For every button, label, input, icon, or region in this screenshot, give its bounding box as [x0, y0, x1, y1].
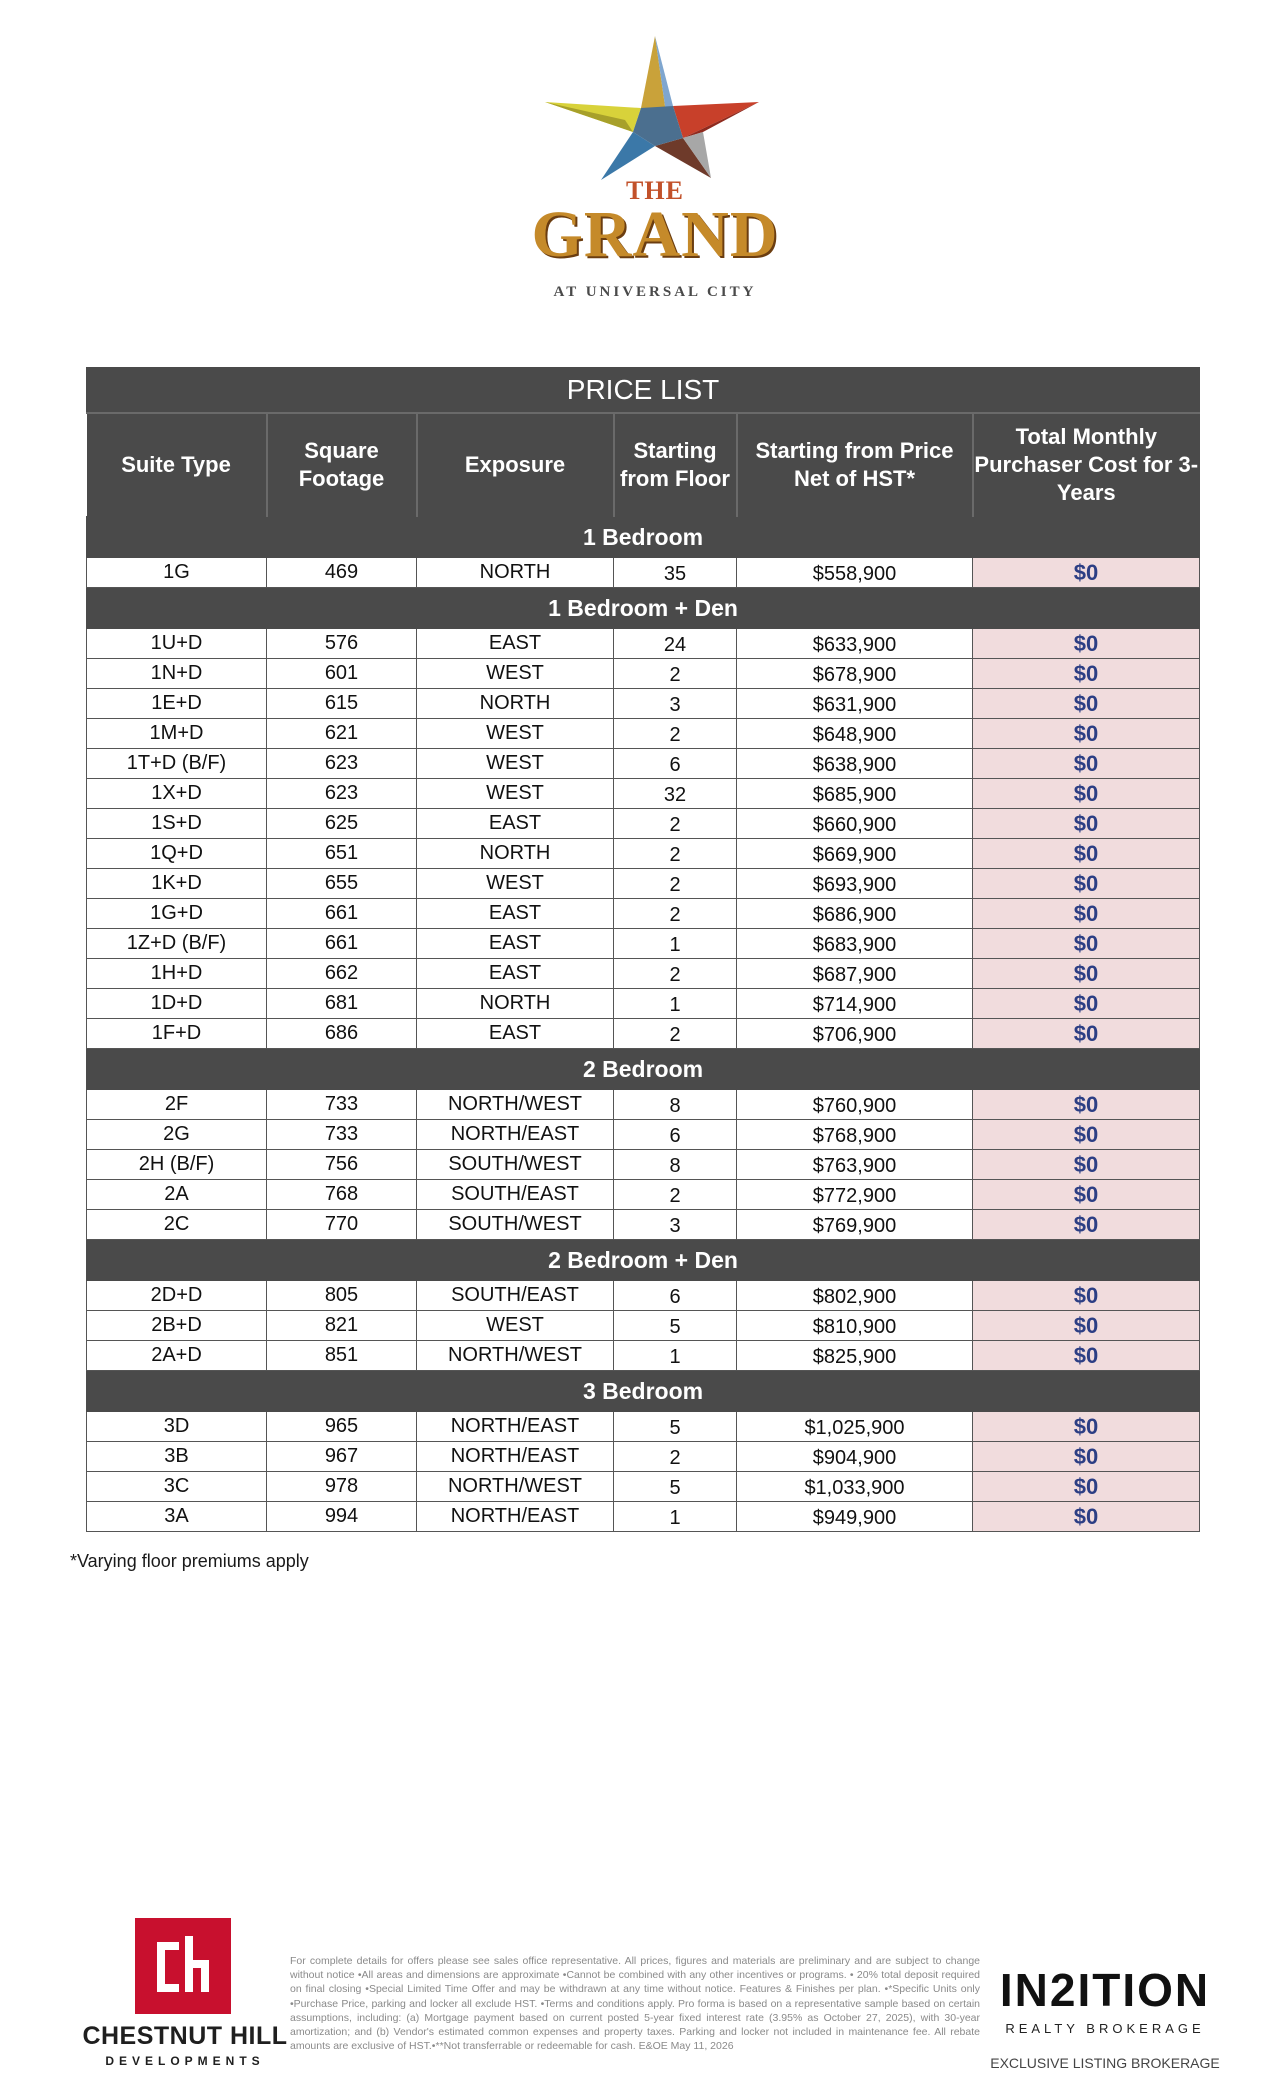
- monthly-cost-cell: $0: [973, 1281, 1200, 1311]
- section-header-row: [87, 517, 1200, 558]
- exposure-cell: EAST: [417, 1019, 614, 1049]
- exposure-cell: NORTH/EAST: [417, 1442, 614, 1472]
- header-starting-floor: Starting from Floor: [614, 413, 737, 517]
- square-footage-cell: 805: [267, 1281, 417, 1311]
- square-footage-cell: 978: [267, 1472, 417, 1502]
- suite-type-cell: 1K+D: [87, 869, 267, 899]
- price-cell: $763,900: [737, 1150, 973, 1180]
- table-row: [87, 1341, 1200, 1371]
- square-footage-cell: 965: [267, 1412, 417, 1442]
- table-row: [87, 749, 1200, 779]
- table-row: [87, 899, 1200, 929]
- section-header-row: [87, 588, 1200, 629]
- square-footage-cell: 967: [267, 1442, 417, 1472]
- square-footage-cell: 821: [267, 1311, 417, 1341]
- price-cell: $638,900: [737, 749, 973, 779]
- floor-cell: 2: [614, 1442, 737, 1472]
- monthly-cost-cell: $0: [973, 1341, 1200, 1371]
- table-row: [87, 1019, 1200, 1049]
- floor-cell: 2: [614, 869, 737, 899]
- chestnut-hill-mark-icon: [135, 1918, 231, 2014]
- monthly-cost-cell: $0: [973, 989, 1200, 1019]
- legal-disclaimer: For complete details for offers please see sales office representative. All prices, figures and materials are preliminary and are subject to change without notice •All areas and dimensions are approximate •Cannot be combined with any other incentives or programs. • 20% total deposit required on final closing •Special Limited Time Offer and may be withdrawn at any time without notice. Features & Finishes per plan. •*Specific Units only •Purchase Price, parking and locker all exclude HST. •Terms and conditions apply. Pro forma is based on a representative sample based on certain assumptions, including: (a) Mortgage payment based on current posted 5-year fixed interest rate (3.95% as October 27, 2025), with 30-year amortization; and (b) Vendor's estimated common expenses and property taxes. Parking and locker not included in maintenance fee. All rebate amounts are exclusive of HST.•**Not transferrable or redeemable for cash. E&OE May 11, 2026: [290, 1955, 980, 2053]
- price-list-table: [86, 367, 1200, 1532]
- table-row: [87, 1150, 1200, 1180]
- price-cell: $1,025,900: [737, 1412, 973, 1442]
- section-title: 1 Bedroom: [87, 517, 1200, 558]
- exposure-cell: EAST: [417, 959, 614, 989]
- square-footage-cell: 768: [267, 1180, 417, 1210]
- price-cell: $706,900: [737, 1019, 973, 1049]
- table-row: [87, 629, 1200, 659]
- monthly-cost-cell: $0: [973, 1311, 1200, 1341]
- suite-type-cell: 3D: [87, 1412, 267, 1442]
- floor-cell: 6: [614, 749, 737, 779]
- square-footage-cell: 733: [267, 1120, 417, 1150]
- floor-cell: 6: [614, 1281, 737, 1311]
- price-cell: $558,900: [737, 558, 973, 588]
- exposure-cell: NORTH: [417, 839, 614, 869]
- floor-cell: 2: [614, 899, 737, 929]
- exposure-cell: EAST: [417, 929, 614, 959]
- suite-type-cell: 2G: [87, 1120, 267, 1150]
- floor-cell: 5: [614, 1412, 737, 1442]
- suite-type-cell: 3B: [87, 1442, 267, 1472]
- exposure-cell: NORTH: [417, 558, 614, 588]
- monthly-cost-cell: $0: [973, 1019, 1200, 1049]
- square-footage-cell: 686: [267, 1019, 417, 1049]
- floor-cell: 2: [614, 1019, 737, 1049]
- suite-type-cell: 2H (B/F): [87, 1150, 267, 1180]
- suite-type-cell: 1N+D: [87, 659, 267, 689]
- the-grand-logo: [515, 28, 795, 300]
- square-footage-cell: 681: [267, 989, 417, 1019]
- price-cell: $648,900: [737, 719, 973, 749]
- exposure-cell: WEST: [417, 779, 614, 809]
- logo-grand-text: GRAND: [531, 198, 779, 271]
- table-row: [87, 1442, 1200, 1472]
- square-footage-cell: 655: [267, 869, 417, 899]
- price-cell: $685,900: [737, 779, 973, 809]
- monthly-cost-cell: $0: [973, 1210, 1200, 1240]
- exposure-cell: EAST: [417, 809, 614, 839]
- suite-type-cell: 1G+D: [87, 899, 267, 929]
- square-footage-cell: 661: [267, 929, 417, 959]
- square-footage-cell: 661: [267, 899, 417, 929]
- brokerage-name: IN2ITION: [999, 1964, 1211, 2016]
- square-footage-cell: 770: [267, 1210, 417, 1240]
- monthly-cost-cell: $0: [973, 1120, 1200, 1150]
- square-footage-cell: 625: [267, 809, 417, 839]
- square-footage-cell: 651: [267, 839, 417, 869]
- floor-cell: 3: [614, 1210, 737, 1240]
- section-header-row: [87, 1371, 1200, 1412]
- logo-subtitle: AT UNIVERSAL CITY: [553, 284, 757, 300]
- table-row: [87, 659, 1200, 689]
- price-cell: $810,900: [737, 1311, 973, 1341]
- floor-cell: 8: [614, 1150, 737, 1180]
- suite-type-cell: 2C: [87, 1210, 267, 1240]
- monthly-cost-cell: $0: [973, 869, 1200, 899]
- header-exposure: Exposure: [417, 413, 614, 517]
- brokerage-tagline: EXCLUSIVE LISTING BROKERAGE: [990, 2055, 1220, 2071]
- square-footage-cell: 756: [267, 1150, 417, 1180]
- table-row: [87, 1180, 1200, 1210]
- price-cell: $904,900: [737, 1442, 973, 1472]
- exposure-cell: NORTH/WEST: [417, 1341, 614, 1371]
- price-cell: $772,900: [737, 1180, 973, 1210]
- square-footage-cell: 621: [267, 719, 417, 749]
- suite-type-cell: 1M+D: [87, 719, 267, 749]
- price-cell: $714,900: [737, 989, 973, 1019]
- floor-cell: 24: [614, 629, 737, 659]
- table-row: [87, 959, 1200, 989]
- exposure-cell: WEST: [417, 659, 614, 689]
- suite-type-cell: 2F: [87, 1090, 267, 1120]
- floor-cell: 5: [614, 1472, 737, 1502]
- price-cell: $678,900: [737, 659, 973, 689]
- suite-type-cell: 2D+D: [87, 1281, 267, 1311]
- price-cell: $660,900: [737, 809, 973, 839]
- floor-cell: 32: [614, 779, 737, 809]
- section-title: 1 Bedroom + Den: [87, 588, 1200, 629]
- logo-the-text: THE: [626, 176, 684, 205]
- table-row: [87, 1412, 1200, 1442]
- table-row: [87, 558, 1200, 588]
- exposure-cell: WEST: [417, 869, 614, 899]
- suite-type-cell: 1H+D: [87, 959, 267, 989]
- floor-cell: 35: [614, 558, 737, 588]
- price-cell: $693,900: [737, 869, 973, 899]
- floor-cell: 2: [614, 659, 737, 689]
- exposure-cell: NORTH/EAST: [417, 1502, 614, 1532]
- monthly-cost-cell: $0: [973, 749, 1200, 779]
- price-cell: $683,900: [737, 929, 973, 959]
- suite-type-cell: 1E+D: [87, 689, 267, 719]
- table-row: [87, 929, 1200, 959]
- suite-type-cell: 1X+D: [87, 779, 267, 809]
- monthly-cost-cell: $0: [973, 779, 1200, 809]
- header-row: [87, 413, 1200, 517]
- chestnut-hill-logo: [80, 1918, 290, 2073]
- price-cell: $769,900: [737, 1210, 973, 1240]
- exposure-cell: NORTH: [417, 989, 614, 1019]
- star-icon: [515, 28, 795, 188]
- section-header-row: [87, 1240, 1200, 1281]
- exposure-cell: WEST: [417, 719, 614, 749]
- price-cell: $802,900: [737, 1281, 973, 1311]
- suite-type-cell: 1G: [87, 558, 267, 588]
- exposure-cell: SOUTH/WEST: [417, 1210, 614, 1240]
- price-cell: $768,900: [737, 1120, 973, 1150]
- monthly-cost-cell: $0: [973, 1180, 1200, 1210]
- square-footage-cell: 623: [267, 779, 417, 809]
- suite-type-cell: 2A: [87, 1180, 267, 1210]
- header-monthly-cost: Total Monthly Purchaser Cost for 3-Years: [973, 413, 1200, 517]
- table-row: [87, 869, 1200, 899]
- table-row: [87, 839, 1200, 869]
- header-starting-price: Starting from Price Net of HST*: [737, 413, 973, 517]
- exposure-cell: NORTH: [417, 689, 614, 719]
- table-row: [87, 1281, 1200, 1311]
- exposure-cell: EAST: [417, 899, 614, 929]
- suite-type-cell: 1F+D: [87, 1019, 267, 1049]
- monthly-cost-cell: $0: [973, 1090, 1200, 1120]
- table-row: [87, 779, 1200, 809]
- square-footage-cell: 733: [267, 1090, 417, 1120]
- square-footage-cell: 615: [267, 689, 417, 719]
- brokerage-logo: [985, 1965, 1225, 2080]
- floor-cell: 2: [614, 1180, 737, 1210]
- exposure-cell: WEST: [417, 749, 614, 779]
- exposure-cell: NORTH/EAST: [417, 1120, 614, 1150]
- developer-name: CHESTNUT HILL: [82, 2022, 288, 2050]
- floor-cell: 3: [614, 689, 737, 719]
- suite-type-cell: 2B+D: [87, 1311, 267, 1341]
- exposure-cell: NORTH/WEST: [417, 1090, 614, 1120]
- exposure-cell: NORTH/EAST: [417, 1412, 614, 1442]
- suite-type-cell: 1T+D (B/F): [87, 749, 267, 779]
- floor-cell: 2: [614, 719, 737, 749]
- section-title: 3 Bedroom: [87, 1371, 1200, 1412]
- monthly-cost-cell: $0: [973, 1412, 1200, 1442]
- square-footage-cell: 469: [267, 558, 417, 588]
- square-footage-cell: 623: [267, 749, 417, 779]
- table-row: [87, 1472, 1200, 1502]
- monthly-cost-cell: $0: [973, 689, 1200, 719]
- price-table-body: [87, 517, 1200, 1532]
- table-row: [87, 689, 1200, 719]
- floor-cell: 8: [614, 1090, 737, 1120]
- floor-cell: 6: [614, 1120, 737, 1150]
- exposure-cell: EAST: [417, 629, 614, 659]
- floor-cell: 2: [614, 839, 737, 869]
- monthly-cost-cell: $0: [973, 839, 1200, 869]
- suite-type-cell: 1S+D: [87, 809, 267, 839]
- suite-type-cell: 3A: [87, 1502, 267, 1532]
- table-row: [87, 719, 1200, 749]
- suite-type-cell: 2A+D: [87, 1341, 267, 1371]
- floor-cell: 1: [614, 1502, 737, 1532]
- price-cell: $686,900: [737, 899, 973, 929]
- floor-cell: 1: [614, 989, 737, 1019]
- suite-type-cell: 1D+D: [87, 989, 267, 1019]
- section-title: 2 Bedroom + Den: [87, 1240, 1200, 1281]
- floor-cell: 5: [614, 1311, 737, 1341]
- monthly-cost-cell: $0: [973, 1472, 1200, 1502]
- monthly-cost-cell: $0: [973, 629, 1200, 659]
- monthly-cost-cell: $0: [973, 719, 1200, 749]
- price-cell: $631,900: [737, 689, 973, 719]
- price-cell: $1,033,900: [737, 1472, 973, 1502]
- price-cell: $949,900: [737, 1502, 973, 1532]
- square-footage-cell: 601: [267, 659, 417, 689]
- table-row: [87, 1120, 1200, 1150]
- price-cell: $825,900: [737, 1341, 973, 1371]
- price-cell: $760,900: [737, 1090, 973, 1120]
- exposure-cell: SOUTH/WEST: [417, 1150, 614, 1180]
- monthly-cost-cell: $0: [973, 809, 1200, 839]
- suite-type-cell: 1U+D: [87, 629, 267, 659]
- square-footage-cell: 994: [267, 1502, 417, 1532]
- monthly-cost-cell: $0: [973, 899, 1200, 929]
- table-title: PRICE LIST: [87, 368, 1200, 414]
- monthly-cost-cell: $0: [973, 1150, 1200, 1180]
- table-row: [87, 1311, 1200, 1341]
- floor-premium-footnote: *Varying floor premiums apply: [70, 1551, 309, 1571]
- square-footage-cell: 662: [267, 959, 417, 989]
- price-cell: $669,900: [737, 839, 973, 869]
- monthly-cost-cell: $0: [973, 659, 1200, 689]
- table-row: [87, 1090, 1200, 1120]
- brokerage-subtitle: REALTY BROKERAGE: [1005, 2021, 1205, 2036]
- suite-type-cell: 1Q+D: [87, 839, 267, 869]
- exposure-cell: SOUTH/EAST: [417, 1180, 614, 1210]
- developer-subtitle: DEVELOPMENTS: [105, 2054, 265, 2068]
- header-suite-type: Suite Type: [87, 413, 267, 517]
- section-title: 2 Bedroom: [87, 1049, 1200, 1090]
- monthly-cost-cell: $0: [973, 929, 1200, 959]
- monthly-cost-cell: $0: [973, 1502, 1200, 1532]
- monthly-cost-cell: $0: [973, 558, 1200, 588]
- table-row: [87, 809, 1200, 839]
- header-square-footage: Square Footage: [267, 413, 417, 517]
- floor-cell: 1: [614, 929, 737, 959]
- square-footage-cell: 851: [267, 1341, 417, 1371]
- table-row: [87, 1210, 1200, 1240]
- exposure-cell: SOUTH/EAST: [417, 1281, 614, 1311]
- section-header-row: [87, 1049, 1200, 1090]
- monthly-cost-cell: $0: [973, 1442, 1200, 1472]
- exposure-cell: WEST: [417, 1311, 614, 1341]
- monthly-cost-cell: $0: [973, 959, 1200, 989]
- suite-type-cell: 1Z+D (B/F): [87, 929, 267, 959]
- price-cell: $633,900: [737, 629, 973, 659]
- table-row: [87, 1502, 1200, 1532]
- exposure-cell: NORTH/WEST: [417, 1472, 614, 1502]
- floor-cell: 1: [614, 1341, 737, 1371]
- floor-cell: 2: [614, 809, 737, 839]
- floor-cell: 2: [614, 959, 737, 989]
- square-footage-cell: 576: [267, 629, 417, 659]
- price-cell: $687,900: [737, 959, 973, 989]
- suite-type-cell: 3C: [87, 1472, 267, 1502]
- table-row: [87, 989, 1200, 1019]
